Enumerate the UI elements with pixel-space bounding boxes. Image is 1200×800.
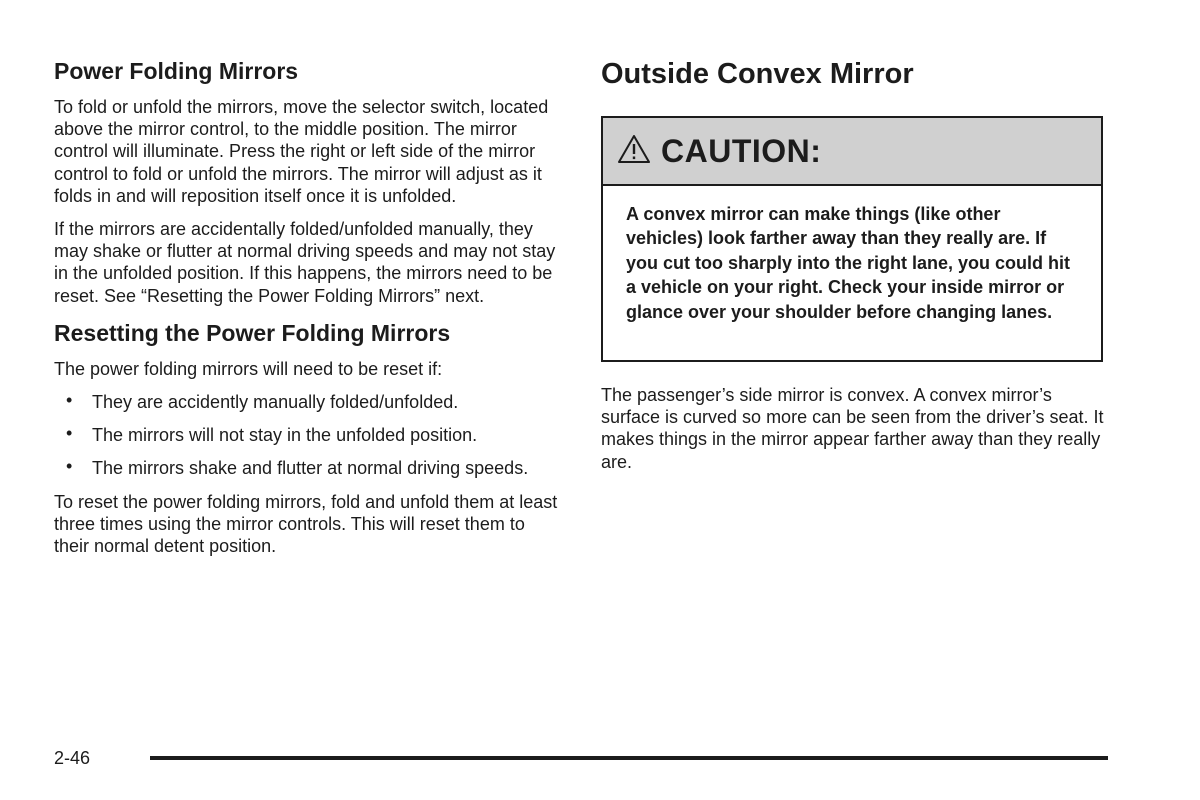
paragraph-fold-instructions: To fold or unfold the mirrors, move the selector switch, located above the mirror control, to the middle position. The mirror control will illuminate. Press the right or left side of the mirror control to fold or unfold the mirrors. The mirror will adjust as it folds in and will reposition itself once it is unfolded. bbox=[54, 97, 549, 206]
bullet-icon: • bbox=[66, 456, 73, 477]
bullet-icon: • bbox=[66, 423, 73, 444]
caution-header bbox=[603, 118, 1101, 186]
list-item-text: The mirrors will not stay in the unfolded position. bbox=[92, 425, 478, 446]
caution-label: CAUTION: bbox=[661, 132, 822, 169]
bullet-icon: • bbox=[66, 390, 73, 411]
section-heading-resetting-mirrors: Resetting the Power Folding Mirrors bbox=[54, 319, 451, 346]
list-item-text: The mirrors shake and flutter at normal driving speeds. bbox=[92, 458, 529, 479]
list-item bbox=[54, 424, 562, 446]
caution-text: A convex mirror can make things (like other vehicles) look farther away than they really are. If you cut too sharply into the right lane, you could hit a vehicle on your right. Check your inside mirror or glance over your shoulder before changing lanes. bbox=[626, 204, 1071, 322]
caution-box bbox=[601, 116, 1103, 362]
left-column bbox=[54, 56, 562, 568]
right-column bbox=[601, 56, 1107, 472]
section-heading-power-folding-mirrors: Power Folding Mirrors bbox=[54, 58, 299, 84]
paragraph-convex-mirror: The passenger’s side mirror is convex. A convex mirror’s surface is curved so more can be seen from the driver’s seat. It makes things in the mirror appear farther away than they really are. bbox=[601, 385, 1104, 472]
page-number: 2-46 bbox=[54, 748, 91, 768]
paragraph-reset-instructions: To reset the power folding mirrors, fold and unfold them at least three times using the mirror controls. This will reset them to their normal detent position. bbox=[54, 491, 558, 557]
footer-divider bbox=[150, 756, 1108, 760]
paragraph-accidental-fold: If the mirrors are accidentally folded/unfolded manually, they may shake or flutter at normal driving speeds and may not stay in the unfolded position. If this happens, the mirrors need to be reset. See “Resetting the Power Folding Mirrors” next. bbox=[54, 219, 556, 306]
page-title: Outside Convex Mirror bbox=[601, 58, 914, 90]
list-item-text: They are accidently manually folded/unfolded. bbox=[92, 392, 459, 413]
warning-triangle-icon bbox=[617, 134, 651, 164]
list-item bbox=[54, 457, 562, 479]
paragraph-reset-intro: The power folding mirrors will need to be reset if: bbox=[54, 358, 443, 379]
list-item bbox=[54, 391, 562, 413]
reset-conditions-list bbox=[54, 391, 562, 480]
